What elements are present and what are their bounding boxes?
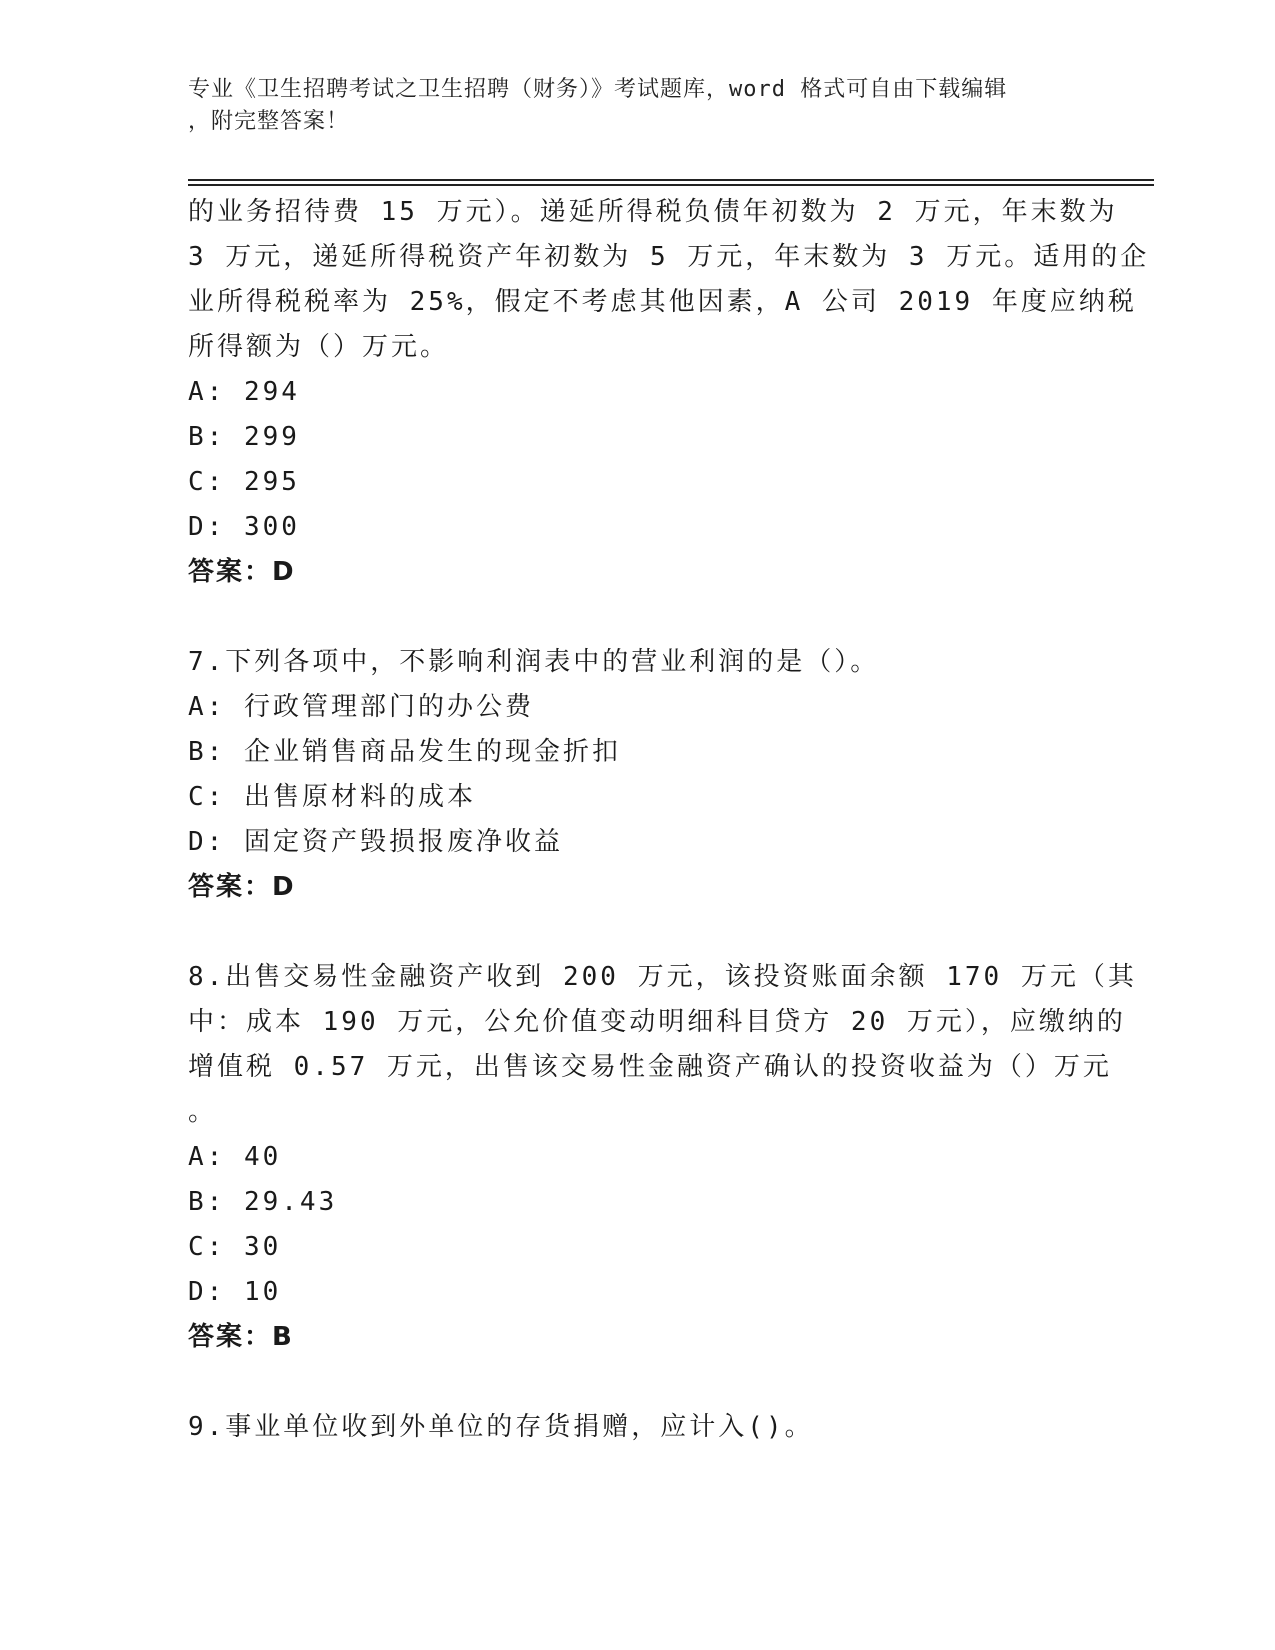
spacer xyxy=(188,595,1088,640)
option-a: A: 294 xyxy=(188,377,300,407)
question-text-line: 增值税 0.57 万元，出售该交易性金融资产确认的投资收益为（）万元 xyxy=(188,1052,1112,1082)
option-d: D: 300 xyxy=(188,512,300,542)
document-header xyxy=(188,74,1088,138)
option-d: D: 固定资产毁损报废净收益 xyxy=(188,827,563,857)
header-line-1: 专业《卫生招聘考试之卫生招聘（财务）》考试题库，word 格式可自由下载编辑 xyxy=(188,77,1008,102)
header-divider-bottom xyxy=(188,184,1154,186)
question-text-line: 9.事业单位收到外单位的存货捐赠，应计入()。 xyxy=(188,1412,814,1442)
option-b: B: 29.43 xyxy=(188,1187,338,1217)
option-c: C: 30 xyxy=(188,1232,282,1262)
question-text-line: 3 万元，递延所得税资产年初数为 5 万元，年末数为 3 万元。适用的企 xyxy=(188,242,1150,272)
question-text-line: 的业务招待费 15 万元）。递延所得税负债年初数为 2 万元，年末数为 xyxy=(188,197,1118,227)
option-a: A: 40 xyxy=(188,1142,282,1172)
option-c: C: 295 xyxy=(188,467,300,497)
spacer xyxy=(188,1360,1088,1405)
option-d: D: 10 xyxy=(188,1277,282,1307)
header-line-2: ，附完整答案！ xyxy=(188,109,350,134)
question-text-line: 7.下列各项中，不影响利润表中的营业利润的是（）。 xyxy=(188,647,880,677)
header-divider-top xyxy=(188,179,1154,181)
question-text-line: 。 xyxy=(188,1097,218,1127)
option-c: C: 出售原材料的成本 xyxy=(188,782,476,812)
question-text-line: 8.出售交易性金融资产收到 200 万元，该投资账面余额 170 万元（其 xyxy=(188,962,1137,992)
question-9 xyxy=(188,1405,1088,1450)
option-b: B: 企业销售商品发生的现金折扣 xyxy=(188,737,621,767)
answer-label: 答案：D xyxy=(188,557,296,587)
option-a: A: 行政管理部门的办公费 xyxy=(188,692,534,722)
question-6 xyxy=(188,190,1150,595)
question-7 xyxy=(188,640,1088,910)
question-text-line: 中：成本 190 万元，公允价值变动明细科目贷方 20 万元），应缴纳的 xyxy=(188,1007,1126,1037)
question-text-line: 业所得税税率为 25%，假定不考虑其他因素，A 公司 2019 年度应纳税 xyxy=(188,287,1137,317)
answer-label: 答案：D xyxy=(188,872,296,902)
spacer xyxy=(188,910,1088,955)
option-b: B: 299 xyxy=(188,422,300,452)
question-text-line: 所得额为（）万元。 xyxy=(188,332,450,362)
question-list xyxy=(188,190,1150,1450)
question-8 xyxy=(188,955,1137,1360)
answer-label: 答案：B xyxy=(188,1322,294,1352)
